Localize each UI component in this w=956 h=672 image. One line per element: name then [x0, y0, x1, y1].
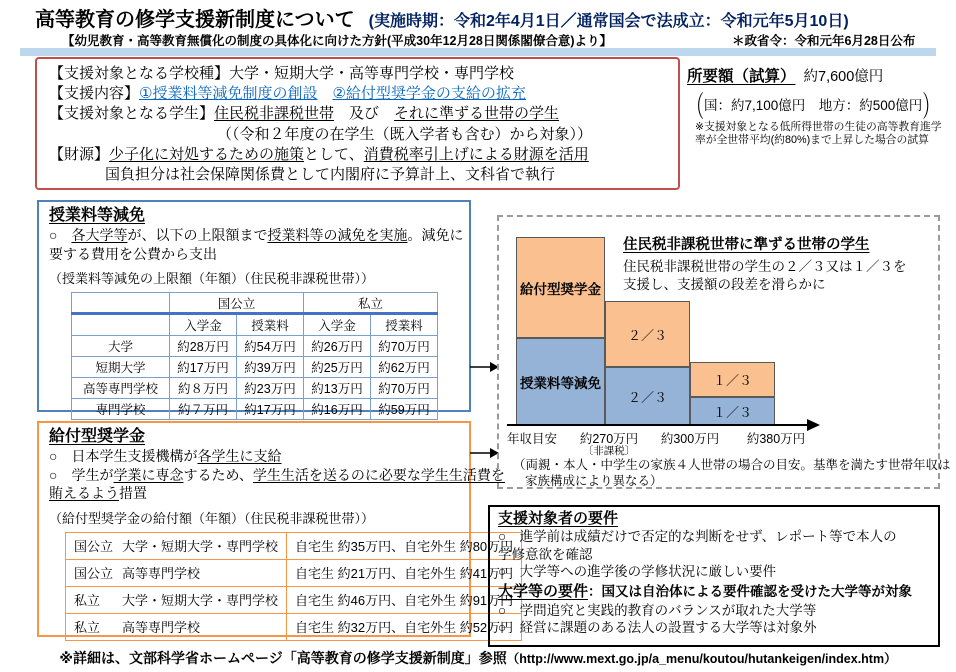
- cell: 約54万円: [237, 336, 304, 357]
- bullet-mark: ○: [49, 227, 72, 243]
- tuition-b1-t2: 。減免に: [407, 227, 464, 243]
- requirements-title: 支援対象者の要件: [498, 510, 619, 527]
- scholarship-table-row: [66, 532, 522, 559]
- chart-panel: [497, 215, 951, 489]
- school-cell: [66, 559, 287, 586]
- cell: 約39万円: [237, 357, 304, 378]
- scholarship-bullet2-line2: [49, 484, 459, 503]
- cell: 約70万円: [371, 336, 438, 357]
- cell: 約62万円: [371, 357, 438, 378]
- bar-grant-one-third: １／３: [690, 362, 775, 397]
- paren-close: ）: [922, 90, 940, 124]
- overview-student-label: 【支援対象となる学生】: [49, 105, 215, 123]
- school-cell: [66, 613, 287, 640]
- req-bullet2: ○ 大学等への進学後の学修状況に厳しい要件: [498, 564, 777, 579]
- amount-cell: 自宅生 約46万円、自宅外生 約91万円: [287, 586, 522, 613]
- cost-estimate: [687, 64, 953, 146]
- tuition-table-group-row: [72, 293, 438, 314]
- axis-label-270-sub: 〔非課税〕: [582, 445, 636, 457]
- university-req-title: 大学等の要件: [498, 582, 589, 600]
- req-bullet3: ○ 学問追究と実践的教育のバランスが取れた大学等: [498, 602, 817, 618]
- cell: 約23万円: [237, 378, 304, 399]
- tuition-table-corner-cell2: [72, 314, 170, 336]
- arrow-right-icon: [470, 446, 500, 465]
- overview-school-text: 大学・短期大学・高等専門学校・専門学校: [229, 65, 515, 82]
- footer-url: （http://www.mext.go.jp/a_menu/koutou/hutankeigen/index.htm）: [506, 652, 897, 666]
- ordinance-note: ＊政省令：令和元年6月28日公布: [732, 34, 916, 48]
- tuition-bullet1: [49, 226, 464, 245]
- row-label: 大学: [72, 336, 170, 357]
- scholarship-title: 給付型奨学金: [49, 428, 146, 445]
- school-type: 私立: [74, 620, 101, 635]
- page-title: 高等教育の修学支援新制度について: [35, 9, 355, 31]
- divider-bar: [20, 48, 936, 56]
- cell: 約28万円: [170, 336, 237, 357]
- chart-desc-line2: 支援し、支援額の段差を滑らかに: [623, 277, 826, 292]
- req-bullet1: [498, 528, 930, 546]
- overview-line-student-sub: （（令和２年度の在学生（既入学者も含む）から対象））: [217, 125, 593, 143]
- tuition-table-row: [72, 399, 438, 420]
- scholarship-b2-t1: 学生が: [71, 466, 114, 483]
- grant-scholarship-link[interactable]: ②給付型奨学金の支給の拡充: [332, 85, 526, 103]
- overview-line-fund: [49, 145, 666, 165]
- cost-breakdown-text: 国：約7,100億円 地方：約500億円: [704, 98, 923, 113]
- axis-label-380: 約380万円: [746, 432, 806, 446]
- chart-heading: 住民税非課税世帯に準ずる世帯の学生: [623, 237, 870, 253]
- cost-note-line2: 率が全世帯平均(約80%)まで上昇した場合の試算: [695, 134, 929, 146]
- subtitle: 【幼児教育・高等教育無償化の制度の具体化に向けた方針(平成30年12月28日関係閣僚合意)より】: [62, 34, 613, 48]
- tuition-table-subheader-row: [72, 314, 438, 336]
- scholarship-table: [65, 532, 522, 641]
- tuition-section: [37, 200, 471, 417]
- school-name: 高等専門学校: [122, 620, 201, 635]
- cell: 約59万円: [371, 399, 438, 420]
- cost-amount: 約7,600億円: [803, 69, 884, 85]
- overview-student-u1: 住民税非課税世帯: [214, 105, 335, 123]
- overview-fund-mid: として、: [304, 145, 364, 163]
- cost-breakdown: [687, 90, 940, 124]
- cost-title: 所要額（試算）: [687, 68, 796, 85]
- bar-tuition-full: 授業料等減免: [516, 338, 605, 425]
- chart-note-line1: （両親・本人・中学生の家族４人世帯の場合の目安。基準を満たす世帯年収は: [513, 458, 951, 472]
- school-cell: [66, 532, 287, 559]
- overview-line-student: [49, 104, 666, 124]
- subheader-cell: 授業料: [371, 314, 438, 336]
- school-cell: [66, 586, 287, 613]
- scholarship-b2-u1: 学業に専念: [113, 466, 184, 483]
- overview-line-content: [49, 84, 666, 104]
- cell: 約８万円: [170, 378, 237, 399]
- school-name: 高等専門学校: [122, 566, 201, 581]
- amount-cell: 自宅生 約21万円、自宅外生 約41万円: [287, 559, 522, 586]
- footer: [0, 648, 956, 668]
- amount-cell: 自宅生 約32万円、自宅外生 約52万円: [287, 613, 522, 640]
- school-name: 大学・短期大学・専門学校: [122, 593, 279, 608]
- scholarship-table-caption: （給付型奨学金の給付額（年額）（住民税非課税世帯））: [49, 510, 375, 526]
- cell: 約17万円: [237, 399, 304, 420]
- chart-desc-line1: 住民税非課税世帯の学生の２／３又は１／３を: [623, 259, 907, 274]
- cell: 約26万円: [304, 336, 371, 357]
- bar-tuition-two-thirds: ２／３: [605, 367, 690, 425]
- cell: 約70万円: [371, 378, 438, 399]
- tuition-table-row: [72, 357, 438, 378]
- cost-note-line1: ※支援対象となる低所得世帯の生徒の高等教育進学: [695, 121, 942, 133]
- scholarship-table-row: [66, 613, 522, 640]
- school-type: 私立: [74, 593, 101, 608]
- school-type: 国公立: [74, 566, 114, 581]
- tuition-group-private: 私立: [304, 293, 438, 314]
- school-type: 国公立: [74, 539, 114, 554]
- cell: 約17万円: [170, 357, 237, 378]
- tuition-b1-u2: 授業料等の減免を実施: [267, 227, 408, 243]
- row-label: 高等専門学校: [72, 378, 170, 399]
- overview-line-school: [49, 64, 666, 84]
- chart-note-line2: 家族構成により異なる）: [525, 474, 663, 488]
- scholarship-table-row: [66, 586, 522, 613]
- subheader-cell: 授業料: [237, 314, 304, 336]
- cell: 約７万円: [170, 399, 237, 420]
- bar-grant-full: 給付型奨学金: [516, 237, 605, 338]
- bullet-mark: ○: [49, 466, 72, 483]
- tuition-group-public: 国公立: [170, 293, 304, 314]
- scholarship-bullet1: [49, 447, 459, 466]
- scholarship-section: [37, 421, 514, 637]
- tuition-table-caption: （授業料等減免の上限額（年額）（住民税非課税世帯））: [49, 271, 375, 286]
- req-bullet4: ○ 経営に課題のある法人の設置する大学等は対象外: [498, 620, 817, 635]
- cell: 約13万円: [304, 378, 371, 399]
- header: [35, 3, 849, 32]
- scholarship-b2-u3: 賄えるよう: [49, 485, 119, 501]
- overview-school-label: 【支援対象となる学校種】: [49, 65, 230, 82]
- axis-label-270: 約270万円: [579, 432, 639, 446]
- req-b1-text: 進学前は成績だけで否定的な判断をせず、レポート等で本人の: [519, 529, 897, 544]
- bullet-mark: ○: [49, 448, 72, 464]
- tuition-reduction-link[interactable]: ①授業料等減免制度の創設: [139, 85, 318, 103]
- subheader-cell: 入学金: [170, 314, 237, 336]
- scholarship-b1-u1: 各学生に支給: [197, 448, 282, 464]
- overview-student-mid: 及び: [334, 105, 395, 123]
- subheader-cell: 入学金: [304, 314, 371, 336]
- tuition-b1-t1: が、以下の上限額まで: [127, 227, 268, 243]
- bar-tuition-one-third: １／３: [690, 397, 775, 425]
- requirements-box: [488, 505, 940, 647]
- bullet-mark: ○: [498, 529, 520, 544]
- row-label: 専門学校: [72, 399, 170, 420]
- overview-content-sep: [317, 85, 332, 102]
- axis-label-300: 約300万円: [660, 432, 720, 446]
- tuition-table-corner-cell: [72, 293, 170, 314]
- university-requirements: [498, 581, 930, 602]
- scholarship-b2-u2: 学生生活を送るのに必要な学生生活費を: [252, 466, 505, 483]
- overview-fund-u2: 消費税率引上げによる財源を活用: [363, 145, 589, 163]
- tuition-table-row: [72, 378, 438, 399]
- cell: 約16万円: [304, 399, 371, 420]
- scholarship-bullet2: [49, 466, 505, 485]
- cost-note: [695, 121, 942, 147]
- bar-grant-two-thirds: ２／３: [605, 301, 690, 367]
- page-title-note: (実施時期：令和2年4月1日／通常国会で法成立：令和元年5月10日): [368, 13, 849, 30]
- footer-text: ※詳細は、文部科学省ホームページ「高等教育の修学支援新制度」参照: [59, 650, 507, 666]
- scholarship-b2-t2: するため、: [183, 466, 253, 483]
- axis-label-income: 年収目安: [506, 432, 557, 446]
- tuition-bullet1-line2: 要する費用を公費から支出: [49, 245, 217, 262]
- overview-fund-u1: 少子化に対処するための施策: [109, 145, 305, 163]
- overview-content-label: 【支援内容】: [49, 85, 140, 103]
- overview-box: [35, 57, 680, 190]
- tuition-table-row: [72, 336, 438, 357]
- req-bullet1-line2: 学修意欲を確認: [498, 546, 593, 562]
- overview-student-u2: それに準ずる世帯の学生: [394, 105, 560, 123]
- scholarship-b1-t1: 日本学生支援機構が: [71, 448, 198, 464]
- paren-open: （: [687, 90, 704, 124]
- overview-fund-label: 【財源】: [49, 145, 110, 163]
- tuition-table: [71, 292, 438, 420]
- tuition-b1-u1: 各大学等: [71, 227, 128, 243]
- cell: 約25万円: [304, 357, 371, 378]
- scholarship-table-row: [66, 559, 522, 586]
- school-name: 大学・短期大学・専門学校: [122, 539, 279, 554]
- tuition-title: 授業料等減免: [49, 207, 146, 224]
- scholarship-b2-t3: 措置: [119, 485, 147, 501]
- university-req-suffix: ：国又は自治体による要件確認を受けた大学等が対象: [588, 583, 913, 599]
- row-label: 短期大学: [72, 357, 170, 378]
- arrow-right-icon: [470, 360, 500, 379]
- amount-cell: 自宅生 約35万円、自宅外生 約80万円: [287, 532, 522, 559]
- overview-line-fund2: 国負担分は社会保障関係費として内閣府に予算計上、文科省で執行: [105, 166, 556, 184]
